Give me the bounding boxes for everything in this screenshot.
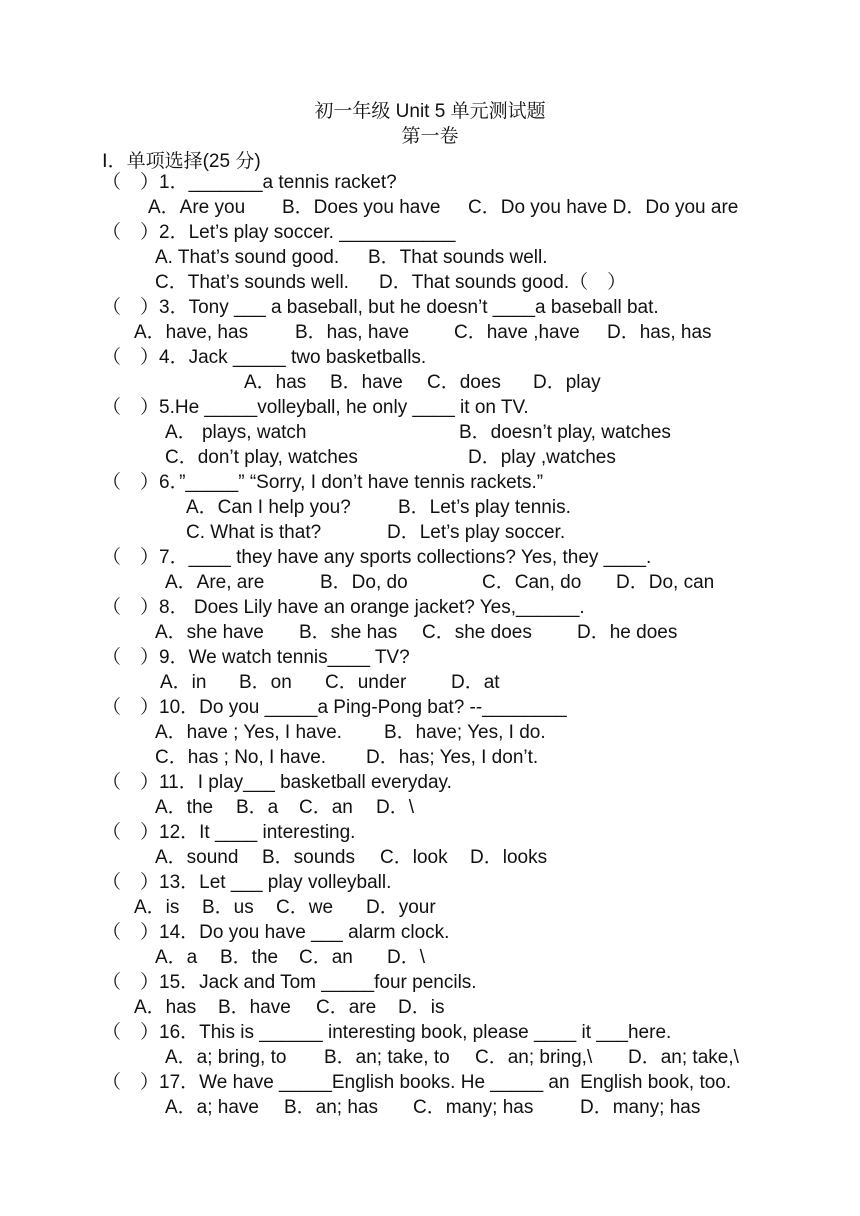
option: A．Can I help you? [186, 497, 351, 518]
option: B．Do, do [320, 572, 408, 593]
option: B．us [202, 897, 254, 918]
option: D．he does [577, 622, 678, 643]
option: D．\ [376, 797, 415, 818]
option: D．many; has [580, 1097, 701, 1118]
option: A. That’s sound good. [155, 247, 340, 268]
option: C．have ,have [454, 322, 580, 343]
option: C．look [380, 847, 448, 868]
option: C．That’s sounds well. [155, 272, 349, 293]
option: D．Let’s play soccer. [387, 522, 566, 543]
option: B．on [239, 672, 292, 693]
question-stem: （ ）1．_______a tennis racket? [102, 172, 397, 193]
question-stem: （ ）9．We watch tennis____ TV? [102, 647, 410, 668]
option: C．Can, do [482, 572, 582, 593]
question-stem: （ ）17．We have _____English books. He _____ an English book, too. [102, 1072, 732, 1093]
option: D．Do, can [616, 572, 715, 593]
option: A．Are, are [165, 572, 265, 593]
question-stem: （ ）15．Jack and Tom _____four pencils. [102, 972, 477, 993]
option: C．has ; No, I have. [155, 747, 327, 768]
question-stem: （ ）6．”_____” “Sorry, I don’t have tennis rackets.” [102, 472, 544, 493]
question-stem: （ ）7．____ they have any sports collections? Yes, they ____. [102, 547, 652, 568]
option: B．sounds [262, 847, 355, 868]
option: A．have ; Yes, I have. [155, 722, 342, 743]
option: A．Are you [148, 197, 246, 218]
option: D．That sounds good.（ ） [379, 272, 627, 293]
page-title: 初一年级 Unit 5 单元测试题 [314, 101, 546, 122]
option: C．an [299, 797, 353, 818]
option: A．a; bring, to [165, 1047, 287, 1068]
option: C．she does [422, 622, 532, 643]
option: A． plays, watch [165, 422, 307, 443]
option: B．has, have [295, 322, 410, 343]
question-stem: （ ）2．Let’s play soccer. ___________ [102, 222, 456, 243]
option: A．in [160, 672, 207, 693]
option: A．a; have [165, 1097, 259, 1118]
option: A．is [134, 897, 180, 918]
option: A．she have [155, 622, 264, 643]
option: D．looks [470, 847, 548, 868]
option: B．Does you have [282, 197, 441, 218]
option: B．have; Yes, I do. [384, 722, 546, 743]
option: B．have [330, 372, 403, 393]
option: D．\ [387, 947, 426, 968]
option: C．under [325, 672, 407, 693]
option: A．has [134, 997, 197, 1018]
question-stem: （ ）3．Tony ___ a baseball, but he doesn’t ____a baseball bat. [102, 297, 659, 318]
volume-title: 第一卷 [401, 126, 459, 147]
option: C．does [427, 372, 501, 393]
question-stem: （ ）8． Does Lily have an orange jacket? Yes,______. [102, 597, 585, 618]
question-stem: （ ）12．It ____ interesting. [102, 822, 356, 843]
option: D．an; take,\ [628, 1047, 739, 1068]
option: C．an [299, 947, 353, 968]
option: B．the [220, 947, 279, 968]
question-stem: （ ）11．I play___ basketball everyday. [102, 772, 452, 793]
option: B．That sounds well. [368, 247, 548, 268]
option: C．Do you have D．Do you are [468, 197, 739, 218]
question-stem: （ ）14．Do you have ___ alarm clock. [102, 922, 450, 943]
option: B．doesn’t play, watches [459, 422, 671, 443]
option: C．are [316, 997, 377, 1018]
option: A．have, has [134, 322, 249, 343]
option: B．Let’s play tennis. [398, 497, 571, 518]
option: C. What is that? [186, 522, 322, 543]
question-stem: （ ）13．Let ___ play volleyball. [102, 872, 392, 893]
option: B．an; has [284, 1097, 378, 1118]
option: B．an; take, to [324, 1047, 450, 1068]
question-stem: （ ）16．This is ______ interesting book, please ____ it ___here. [102, 1022, 672, 1043]
question-stem: （ ）5.He _____volleyball, he only ____ it on TV. [102, 397, 529, 418]
option: B．she has [299, 622, 398, 643]
option: D．has, has [607, 322, 712, 343]
option: D．play ,watches [468, 447, 616, 468]
option: A．sound [155, 847, 239, 868]
question-stem: （ ）4．Jack _____ two basketballs. [102, 347, 427, 368]
question-stem: （ ）10．Do you _____a Ping-Pong bat? --________ [102, 697, 567, 718]
option: C．don’t play, watches [165, 447, 358, 468]
option: D．your [366, 897, 436, 918]
option: A．has [244, 372, 307, 393]
option: C．we [276, 897, 334, 918]
option: C．many; has [413, 1097, 534, 1118]
option: D．play [533, 372, 601, 393]
option: D．at [451, 672, 500, 693]
section-heading: Ⅰ．单项选择(25 分) [102, 151, 261, 172]
option: C．an; bring,\ [475, 1047, 593, 1068]
option: B．a [236, 797, 279, 818]
option: A．a [155, 947, 198, 968]
option: A．the [155, 797, 214, 818]
option-row [0, 1096, 860, 1216]
option: D．has; Yes, I don’t. [366, 747, 539, 768]
option: D．is [398, 997, 445, 1018]
option: B．have [218, 997, 291, 1018]
